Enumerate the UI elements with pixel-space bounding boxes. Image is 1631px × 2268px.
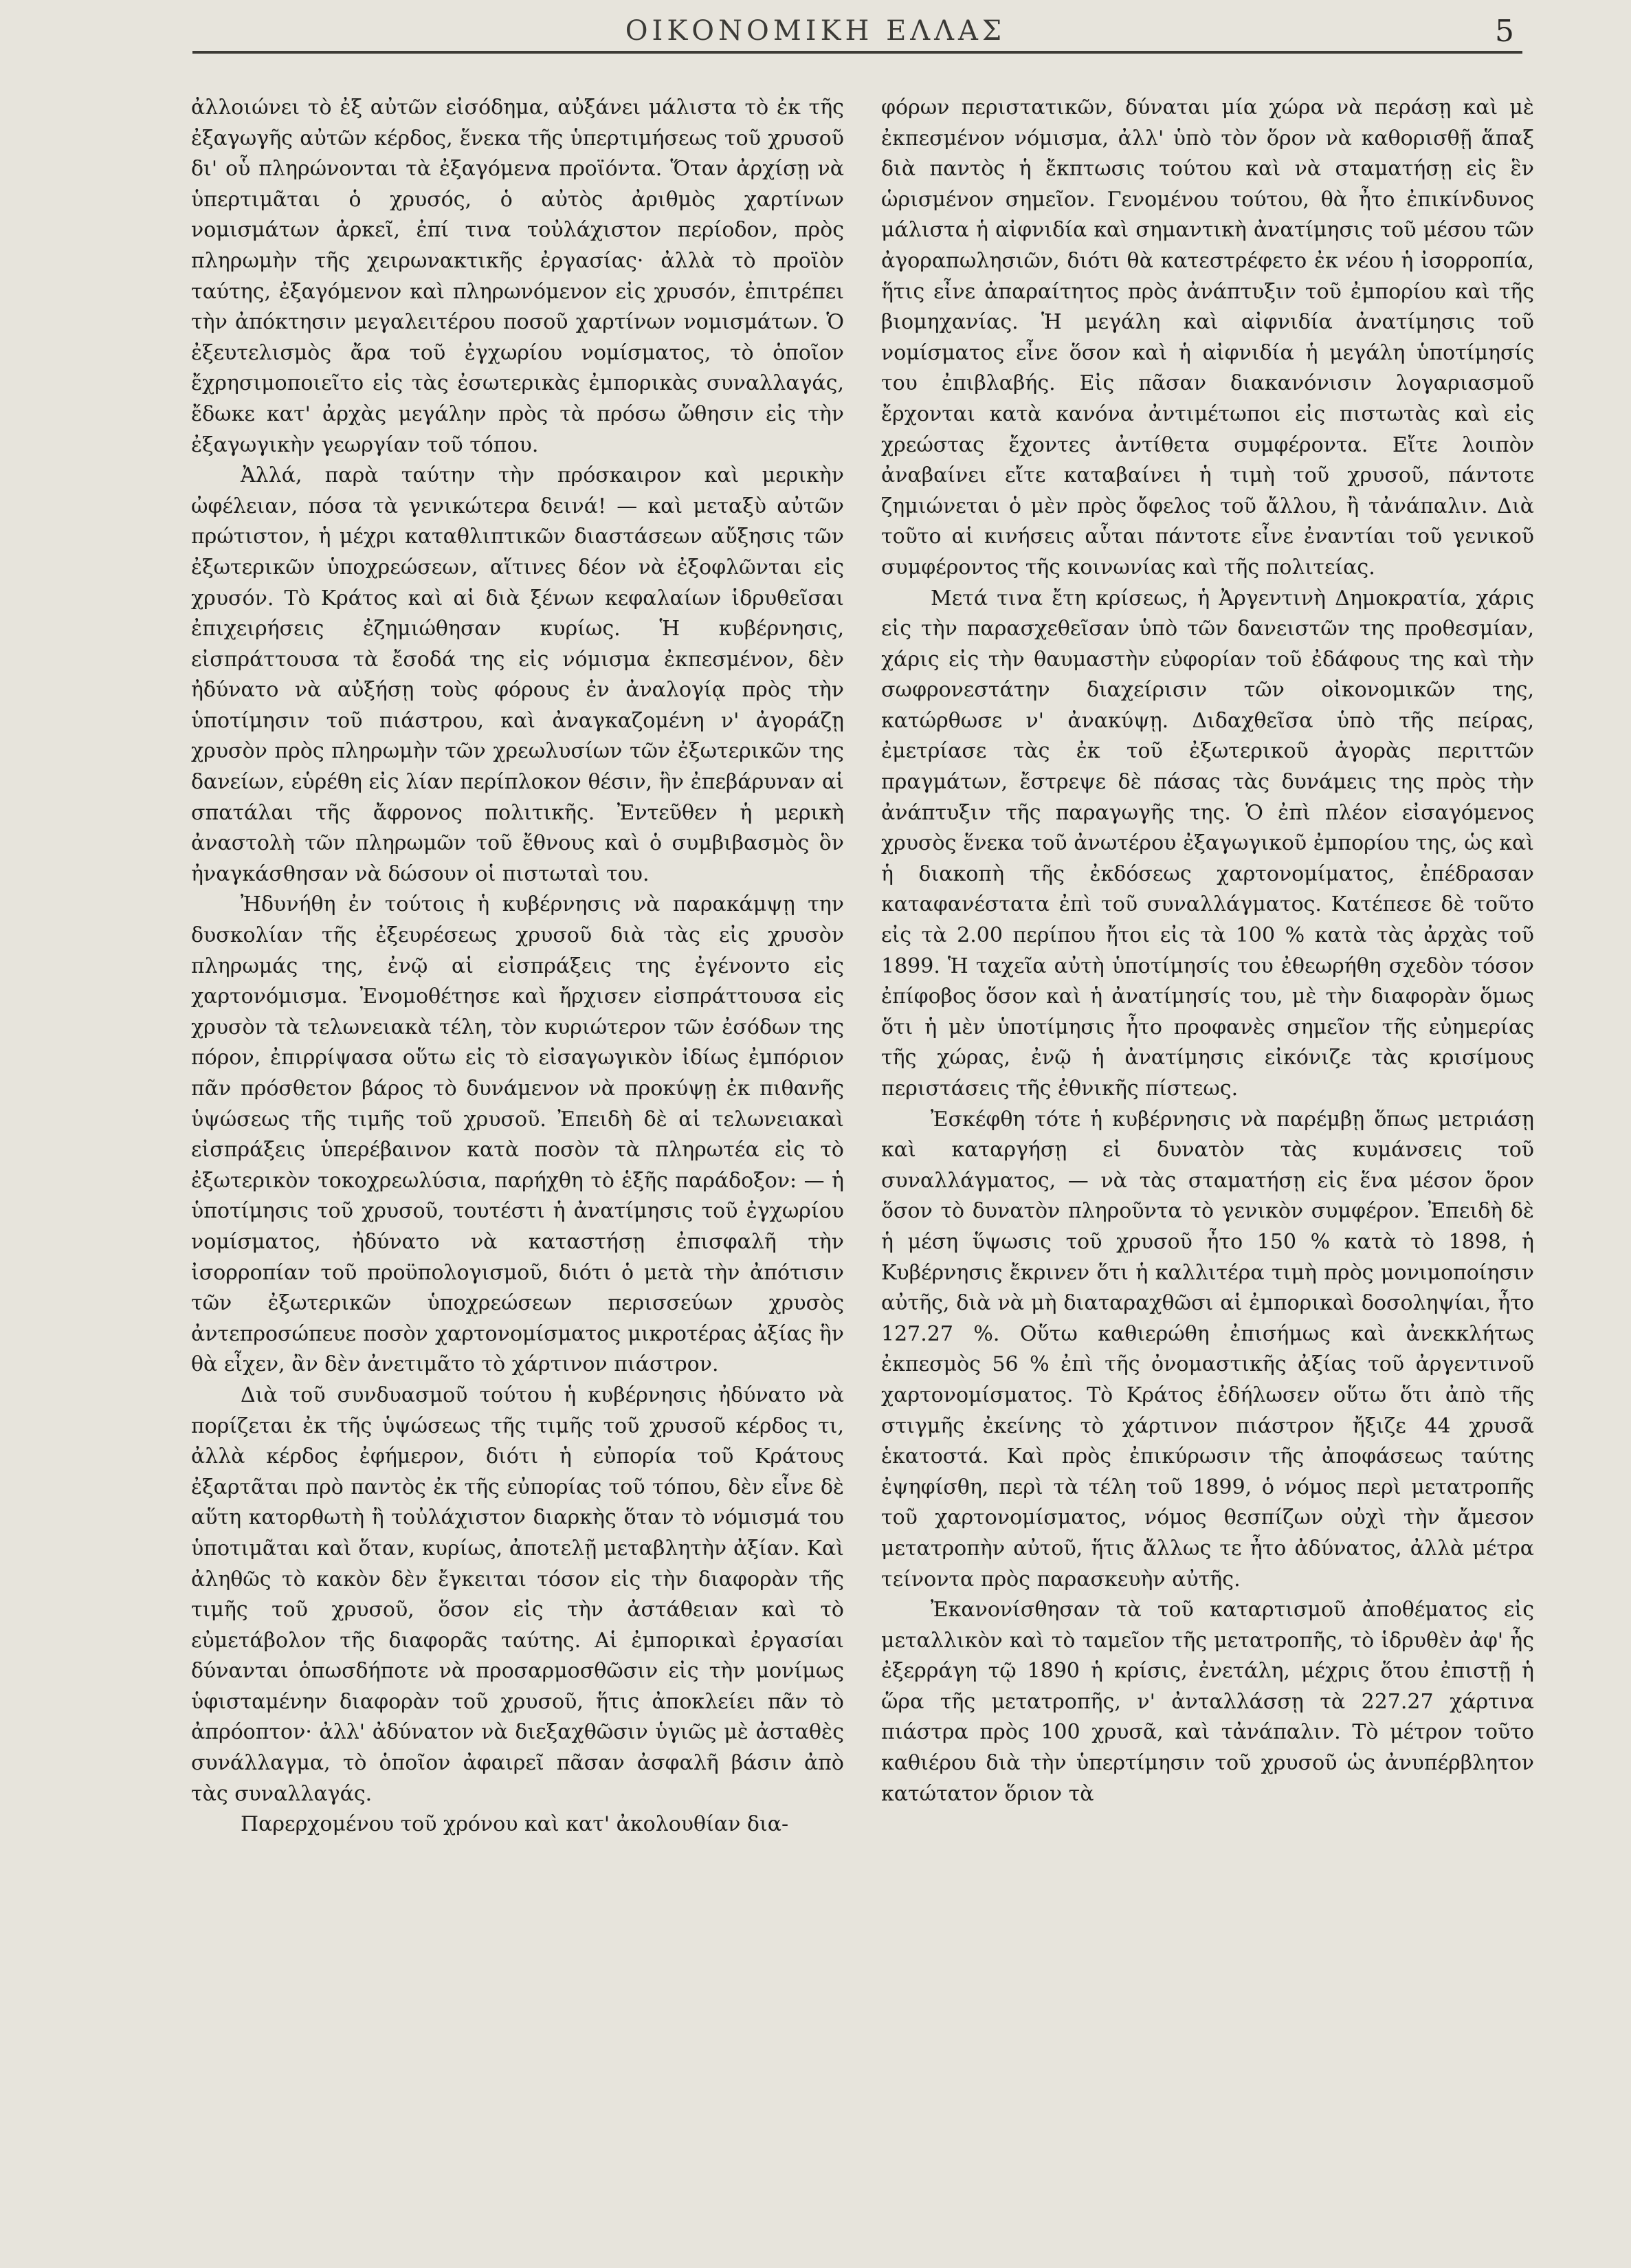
paragraph: ἀλλοιώνει τὸ ἐξ αὐτῶν εἰσόδημα, αὐξάνει μάλιστα τὸ ἐκ τῆς ἐξαγωγῆς αὐτῶν κέρδος, ἕνεκα τῆς ὑπερτιμήσεως τοῦ χρυσοῦ δι' οὗ πληρώνονται τὰ ἐξαγόμενα προϊόντα. Ὅταν ἀρχίσῃ νὰ ὑπερτιμᾶται ὁ χρυσός, ὁ αὐτὸς ἀριθμὸς χαρτίνων νομισμάτων ἀρκεῖ, ἐπί τινα τοὐλάχιστον περίοδον, πρὸς πληρωμὴν τῆς χειρωνακτικῆς ἐργασίας· ἀλλὰ τὸ προϊὸν ταύτης, ἐξαγόμενον καὶ πληρωνόμενον εἰς χρυσόν, ἐπιτρέπει τὴν ἀπόκτησιν μεγαλειτέρου ποσοῦ χαρτίνων νομισμάτων. Ὁ ἐξευτελισμὸς ἄρα τοῦ ἐγχωρίου νομίσματος, τὸ ὁποῖον ἔχρησιμοποιεῖτο εἰς τὰς ἐσωτερικὰς ἐμπορικὰς συναλλαγάς, ἔδωκε κατ' ἀρχὰς μεγάλην πρὸς τὰ πρόσω ὤθησιν εἰς τὴν ἐξαγωγικὴν γεωργίαν τοῦ τόπου. <box>191 96 844 457</box>
left-column <box>191 93 844 1840</box>
paragraph: φόρων περιστατικῶν, δύναται μία χώρα νὰ περάσῃ καὶ μὲ ἐκπεσμένον νόμισμα, ἀλλ' ὑπὸ τὸν ὅρον νὰ καθορισθῇ ἅπαξ διὰ παντὸς ἡ ἔκπτωσις τούτου καὶ νὰ σταματήσῃ εἰς ἓν ὡρισμένον σημεῖον. Γενομένου τούτου, θὰ ἦτο ἐπικίνδυνος μάλιστα ἡ αἰφνιδία καὶ σημαντικὴ ἀνατίμησις τοῦ μέσου τῶν ἀγοραπωλησιῶν, διότι θὰ κατεστρέφετο ἐκ νέου ἡ ἰσορροπία, ἥτις εἶνε ἀπαραίτητος πρὸς ἀνάπτυξιν τοῦ ἐμπορίου καὶ τῆς βιομηχανίας. Ἡ μεγάλη καὶ αἰφνιδία ἀνατίμησις τοῦ νομίσματος εἶνε ὅσον καὶ ἡ αἰφνιδία ἡ μεγάλη ὑποτίμησίς του ἐπιβλαβής. Εἰς πᾶσαν διακανόνισιν λογαριασμοῦ ἔρχονται κατὰ κανόνα ἀντιμέτωποι εἰς πιστωτὰς καὶ εἰς χρεώστας ἔχοντες ἀντίθετα συμφέροντα. Εἴτε λοιπὸν ἀναβαίνει εἴτε καταβαίνει ἡ τιμὴ τοῦ χρυσοῦ, πάντοτε ζημιώνεται ὁ μὲν πρὸς ὄφελος τοῦ ἄλλου, ἢ τἀνάπαλιν. Διὰ τοῦτο αἱ κινήσεις αὗται πάντοτε εἶνε ἐναντίαι τοῦ γενικοῦ συμφέροντος τῆς κοινωνίας καὶ τῆς πολιτείας. <box>881 96 1534 580</box>
paragraph: Μετά τινα ἔτη κρίσεως, ἡ Ἀργεντινὴ Δημοκρατία, χάρις εἰς τὴν παρασχεθεῖσαν ὑπὸ τῶν δανειστῶν της προθεσμίαν, χάρις εἰς τὴν θαυμαστὴν εὐφορίαν τοῦ ἐδάφους της καὶ τὴν σωφρονεστάτην διαχείρισιν τῶν οἰκονομικῶν της, κατώρθωσε ν' ἀνακύψῃ. Διδαχθεῖσα ὑπὸ τῆς πείρας, ἐμετρίασε τὰς ἐκ τοῦ ἐξωτερικοῦ ἀγορὰς περιττῶν πραγμάτων, ἔστρεψε δὲ πάσας τὰς δυνάμεις της πρὸς τὴν ἀνάπτυξιν τῆς παραγωγῆς της. Ὁ ἐπὶ πλέον εἰσαγόμενος χρυσὸς ἕνεκα τοῦ ἀνωτέρου ἐξαγωγικοῦ ἐμπορίου της, ὡς καὶ ἡ διακοπὴ τῆς ἐκδόσεως χαρτονομίματος, ἐπέδρασαν καταφανέστατα ἐπὶ τοῦ συναλλάγματος. Κατέπεσε δὲ τοῦτο εἰς τὰ 2.00 περίπου ἤτοι εἰς τὰ 100 % κατὰ τὰς ἀρχὰς τοῦ 1899. Ἡ ταχεῖα αὐτὴ ὑποτίμησίς του ἐθεωρήθη σχεδὸν τόσον ἐπίφοβος ὅσον καὶ ἡ ἀνατίμησίς του, μὲ τὴν διαφορὰν ὅμως ὅτι ἡ μὲν ὑποτίμησις ἦτο προφανὲς σημεῖον τῆς εὐημερίας τῆς χώρας, ἐνῷ ἡ ἀνατίμησις εἰκόνιζε τὰς κρισίμους περιστάσεις τῆς ἐθνικῆς πίστεως. <box>881 586 1534 1101</box>
paragraph: Διὰ τοῦ συνδυασμοῦ τούτου ἡ κυβέρνησις ἠδύνατο νὰ πορίζεται ἐκ τῆς ὑψώσεως τῆς τιμῆς τοῦ χρυσοῦ κέρδος τι, ἀλλὰ κέρδος ἐφήμερον, διότι ἡ εὐπορία τοῦ Κράτους ἐξαρτᾶται πρὸ παντὸς ἐκ τῆς εὐπορίας τοῦ τόπου, δὲν εἶνε δὲ αὕτη κατορθωτὴ ἢ τοὐλάχιστον διαρκὴς ὅταν τὸ νόμισμά του ὑποτιμᾶται καὶ ὅταν, κυρίως, ἀποτελῇ μεταβλητὴν ἀξίαν. Καὶ ἀληθῶς τὸ κακὸν δὲν ἔγκειται τόσον εἰς τὴν διαφορὰν τῆς τιμῆς τοῦ χρυσοῦ, ὅσον εἰς τὴν ἀστάθειαν καὶ τὸ εὐμετάβολον τῆς διαφορᾶς ταύτης. Αἱ ἐμπορικαὶ ἐργασίαι δύνανται ὁπωσδήποτε νὰ προσαρμοσθῶσιν εἰς τὴν μονίμως ὑφισταμένην διαφορὰν τοῦ χρυσοῦ, ἥτις ἀποκλείει πᾶν τὸ ἀπρόοπτον· ἀλλ' ἀδύνατον νὰ διεξαχθῶσιν ὑγιῶς μὲ ἀσταθὲς συνάλλαγμα, τὸ ὁποῖον ἀφαιρεῖ πᾶσαν ἀσφαλῆ βάσιν ἀπὸ τὰς συναλλαγάς. <box>191 1383 844 1806</box>
paragraph: Ἀλλά, παρὰ ταύτην τὴν πρόσκαιρον καὶ μερικὴν ὠφέλειαν, πόσα τὰ γενικώτερα δεινά! — καὶ μεταξὺ αὐτῶν πρώτιστον, ἡ μέχρι καταθλιπτικῶν διαστάσεων αὔξησις τῶν ἐξωτερικῶν ὑποχρεώσεων, αἵτινες δέον νὰ ἐξοφλῶνται εἰς χρυσόν. Τὸ Κράτος καὶ αἱ διὰ ξένων κεφαλαίων ἱδρυθεῖσαι ἐπιχειρήσεις ἐζημιώθησαν κυρίως. Ἡ κυβέρνησις, εἰσπράττουσα τὰ ἔσοδά της εἰς νόμισμα ἐκπεσμένον, δὲν ἠδύνατο νὰ αὐξήσῃ τοὺς φόρους ἐν ἀναλογίᾳ πρὸς τὴν ὑποτίμησιν τοῦ πιάστρου, καὶ ἀναγκαζομένη ν' ἀγοράζῃ χρυσὸν πρὸς πληρωμὴν τῶν χρεωλυσίων τῶν ἐξωτερικῶν της δανείων, εὑρέθη εἰς λίαν περίπλοκον θέσιν, ἣν ἐπεβάρυναν αἱ σπατάλαι τῆς ἄφρονος πολιτικῆς. Ἐντεῦθεν ἡ μερικὴ ἀναστολὴ τῶν πληρωμῶν τοῦ ἔθνους καὶ ὁ συμβιβασμὸς ὃν ἠναγκάσθησαν νὰ δώσουν οἱ πιστωταὶ του. <box>191 463 844 886</box>
paragraph: Ἠδυνήθη ἐν τούτοις ἡ κυβέρνησις νὰ παρακάμψῃ την δυσκολίαν τῆς ἐξευρέσεως χρυσοῦ διὰ τὰς εἰς χρυσὸν πληρωμάς της, ἐνῷ αἱ εἰσπράξεις της ἐγένοντο εἰς χαρτονόμισμα. Ἐνομοθέτησε καὶ ἤρχισεν εἰσπράττουσα εἰς χρυσὸν τὰ τελωνειακὰ τέλη, τὸν κυριώτερον τῶν ἐσόδων της πόρον, ἐπιρρίψασα οὕτω εἰς τὸ εἰσαγωγικὸν ἰδίως ἐμπόριον πᾶν πρόσθετον βάρος τὸ δυνάμενον νὰ προκύψῃ ἐκ πιθανῆς ὑψώσεως τῆς τιμῆς τοῦ χρυσοῦ. Ἐπειδὴ δὲ αἱ τελωνειακαὶ εἰσπράξεις ὑπερέβαινον κατὰ ποσὸν τὰ πληρωτέα εἰς τὸ ἐξωτερικὸν τοκοχρεωλύσια, παρήχθη τὸ ἑξῆς παράδοξον: — ἡ ὑποτίμησις τοῦ χρυσοῦ, τουτέστι ἡ ἀνατίμησις τοῦ ἐγχωρίου νομίσματος, ἠδύνατο νὰ καταστήσῃ ἐπισφαλῆ τὴν ἰσορροπίαν τοῦ προϋπολογισμοῦ, διότι ὁ μετὰ τὴν ἀπότισιν τῶν ἐξωτερικῶν ὑποχρεώσεων περισσεύων χρυσὸς ἀντεπροσώπευε ποσὸν χαρτονομίσματος μικροτέρας ἀξίας ἣν θὰ εἶχεν, ἂν δὲν ἀνετιμᾶτο τὸ χάρτινον πιάστρον. <box>191 892 844 1377</box>
right-column <box>881 93 1534 1809</box>
running-title: ΟΙΚΟΝΟΜΙΚΗ ΕΛΛΑΣ <box>625 15 1006 47</box>
page-header <box>0 0 1631 55</box>
paragraph: Παρερχομένου τοῦ χρόνου καὶ κατ' ἀκολουθίαν δια- <box>241 1812 789 1837</box>
page-number: 5 <box>1495 14 1514 49</box>
header-rule <box>192 51 1522 54</box>
paragraph: Ἐσκέφθη τότε ἡ κυβέρνησις νὰ παρέμβῃ ὅπως μετριάσῃ καὶ καταργήσῃ εἰ δυνατὸν τὰς κυμάνσεις τοῦ συναλλάγματος, — νὰ τὰς σταματήσῃ εἰς ἕνα μέσον ὅρον ὅσον τὸ δυνατὸν πληροῦντα τὸ γενικὸν συμφέρον. Ἐπειδὴ δὲ ἡ μέση ὕψωσις τοῦ χρυσοῦ ἦτο 150 % κατὰ τὸ 1898, ἡ Κυβέρνησις ἔκρινεν ὅτι ἡ καλλιτέρα τιμὴ πρὸς μονιμοποίησιν αὐτῆς, διὰ νὰ μὴ διαταραχθῶσι αἱ ἐμπορικαὶ δοσοληψίαι, ἦτο 127.27 %. Οὕτω καθιερώθη ἐπισήμως καὶ ἀνεκκλήτως ἐκπεσμὸς 56 % ἐπὶ τῆς ὀνομαστικῆς ἀξίας τοῦ ἀργεντινοῦ χαρτονομίσματος. Τὸ Κράτος ἐδήλωσεν οὕτω ὅτι ἀπὸ τῆς στιγμῆς ἐκείνης τὸ χάρτινον πιάστρον ἤξιζε 44 χρυσᾶ ἑκατοστά. Καὶ πρὸς ἐπικύρωσιν τῆς ἀποφάσεως ταύτης ἐψηφίσθη, περὶ τὰ τέλη τοῦ 1899, ὁ νόμος περὶ μετατροπῆς τοῦ χαρτονομίσματος, νόμος θεσπίζων οὐχὶ τὴν ἄμεσον μετατροπὴν αὐτοῦ, ἥτις ἄλλως τε ἦτο ἀδύνατος, ἀλλὰ μέτρα τείνοντα πρὸς παρασκευὴν αὐτῆς. <box>881 1107 1534 1592</box>
paragraph: Ἐκανονίσθησαν τὰ τοῦ καταρτισμοῦ ἀποθέματος εἰς μεταλλικὸν καὶ τὸ ταμεῖον τῆς μετατροπῆς, τὸ ἱδρυθὲν ἀφ' ἧς ἐξερράγη τῷ 1890 ἡ κρίσις, ἐνετάλη, μέχρις ὅτου ἐπιστῇ ἡ ὥρα τῆς μετατροπῆς, ν' ἀνταλλάσσῃ τὰ 227.27 χάρτινα πιάστρα πρὸς 100 χρυσᾶ, καὶ τἀνάπαλιν. Τὸ μέτρον τοῦτο καθιέρου διὰ τὴν ὑπερτίμησιν τοῦ χρυσοῦ ὡς ἀνυπέρβλητον κατώτατον ὅριον τὰ <box>881 1598 1534 1806</box>
